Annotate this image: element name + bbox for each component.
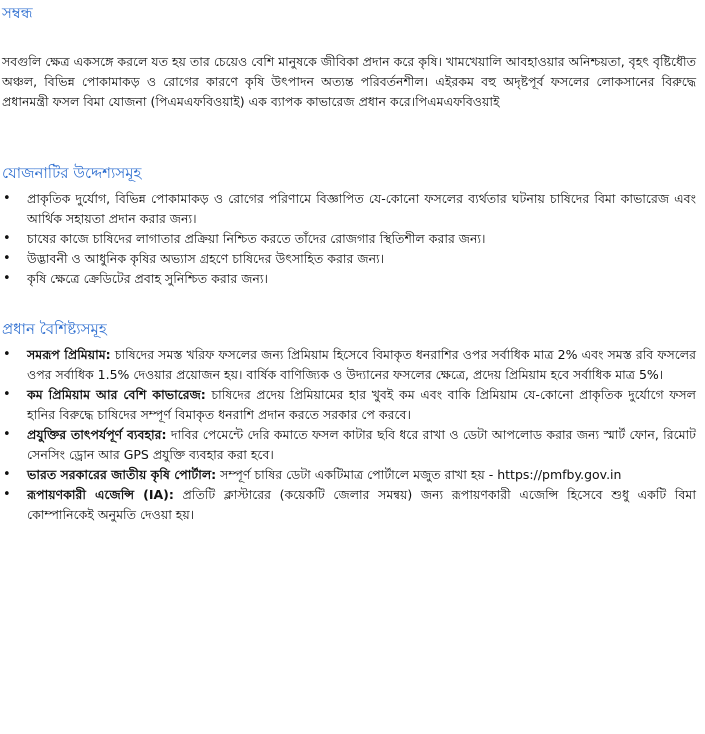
objective-text: উদ্ভাবনী ও আধুনিক কৃষির অভ্যাস গ্রহণে চাষিদের উৎসাহিত করার জন্য। xyxy=(27,251,385,266)
list-item xyxy=(0,189,696,229)
feature-text: চাষিদের সমস্ত খরিফ ফসলের জন্য প্রিমিয়াম হিসেবে বিমাকৃত ধনরাশির ওপর সর্বাধিক মাত্র 2% এবং সমস্ত রবি ফসলের ওপর সর্বাধিক 1.5% দেওয়ার প্রয়োজন হয়। বার্ষিক বাণিজ্যিক ও উদ্যানের ফসলের ক্ষেত্রে, প্রদেয় প্রিমিয়াম হবে সর্বাধিক মাত্র 5%। xyxy=(27,347,696,382)
bullet-icon: • xyxy=(3,251,11,266)
feature-text: সম্পূর্ণ চাষির ডেটা একটিমাত্র পোর্টালে মজুত রাখা হয় - https://pmfby.gov.in xyxy=(216,467,622,482)
bullet-icon: • xyxy=(3,427,11,442)
bullet-icon: • xyxy=(3,387,11,402)
about-paragraph: সবগুলি ক্ষেত্র একসঙ্গে করলে যত হয় তার চেয়েও বেশি মানুষকে জীবিকা প্রদান করে কৃষি। খামখেয়ালি আবহাওয়ার অনিশ্চয়তা, বৃহৎ বৃষ্টিধৌত অঞ্চল, বিভিন্ন পোকামাকড় ও রোগের কারণে কৃষি উৎপাদন অত্যন্ত পরিবর্তনশীল। এইরকম বহু অদৃষ্টপূর্ব ফসলের লোকসানের বিরুদ্ধে প্রধানমন্ত্রী ফসল বিমা যোজনা (পিএমএফবিওয়াই) এক ব্যাপক কাভারেজ প্রধান করে।পিএমএফবিওয়াই xyxy=(2,54,696,109)
objective-text: প্রাকৃতিক দুর্যোগ, বিভিন্ন পোকামাকড় ও রোগের পরিণামে বিজ্ঞাপিত যে-কোনো ফসলের ব্যর্থতার ঘটনায় চাষিদের বিমা কাভারেজ এবং আর্থিক সহায়তা প্রদান করার জন্য। xyxy=(27,191,696,226)
list-item xyxy=(0,385,696,425)
list-item xyxy=(0,425,696,465)
objective-text: চাষের কাজে চাষিদের লাগাতার প্রক্রিয়া নিশ্চিত করতে তাঁদের রোজগার স্থিতিশীল করার জন্য। xyxy=(27,231,486,246)
bullet-icon: • xyxy=(3,191,11,206)
features-list xyxy=(0,345,696,525)
bullet-icon: • xyxy=(3,467,11,482)
about-heading: সম্বন্ধ xyxy=(2,4,33,22)
feature-text: প্রতিটি ক্লাস্টারের (কয়েকটি জেলার সমন্বয়) জন্য রূপায়ণকারী এজেন্সি হিসেবে শুধু একটি বিমা কোম্পানিকেই অনুমতি দেওয়া হয়। xyxy=(27,487,696,522)
objectives-list xyxy=(0,189,696,289)
bullet-icon: • xyxy=(3,231,11,246)
list-item xyxy=(0,249,696,269)
list-item xyxy=(0,345,696,385)
list-item xyxy=(0,485,696,525)
objective-text: কৃষি ক্ষেত্রে ক্রেডিটের প্রবাহ সুনিশ্চিত করার জন্য। xyxy=(27,271,268,286)
feature-title: রূপায়ণকারী এজেন্সি (IA): xyxy=(27,487,174,502)
feature-text: দাবির পেমেন্টে দেরি কমাতে ফসল কাটার ছবি ধরে রাখা ও ডেটা আপলোড করার জন্য স্মার্ট ফোন, রিমোট সেনসিং ড্রোন আর GPS প্রযুক্তি ব্যবহার করা হবে। xyxy=(27,427,696,462)
bullet-icon: • xyxy=(3,347,11,362)
objectives-heading: যোজনাটির উদ্দেশ্যসমূহ xyxy=(2,164,142,182)
feature-title: সমরূপ প্রিমিয়াম: xyxy=(27,347,111,362)
bullet-icon: • xyxy=(3,271,11,286)
features-heading: প্রধান বৈশিষ্ট্যসমূহ xyxy=(2,320,107,338)
feature-title: প্রযুক্তির তাৎপর্যপূর্ণ ব্যবহার: xyxy=(27,427,167,442)
feature-title: ভারত সরকারের জাতীয় কৃষি পোর্টাল: xyxy=(27,467,217,482)
list-item xyxy=(0,465,696,485)
bullet-icon: • xyxy=(3,487,11,502)
feature-title: কম প্রিমিয়াম আর বেশি কাভারেজ: xyxy=(27,387,206,402)
list-item xyxy=(0,229,696,249)
list-item xyxy=(0,269,696,289)
feature-text: চাষিদের প্রদেয় প্রিমিয়ামের হার খুবই কম এবং বাকি প্রিমিয়াম যে-কোনো প্রাকৃতিক দুর্যোগে ফসল হানির বিরুদ্ধে চাষিদের সম্পূর্ণ বিমাকৃত ধনরাশি প্রদান করতে সরকার পে করবে। xyxy=(27,387,696,422)
